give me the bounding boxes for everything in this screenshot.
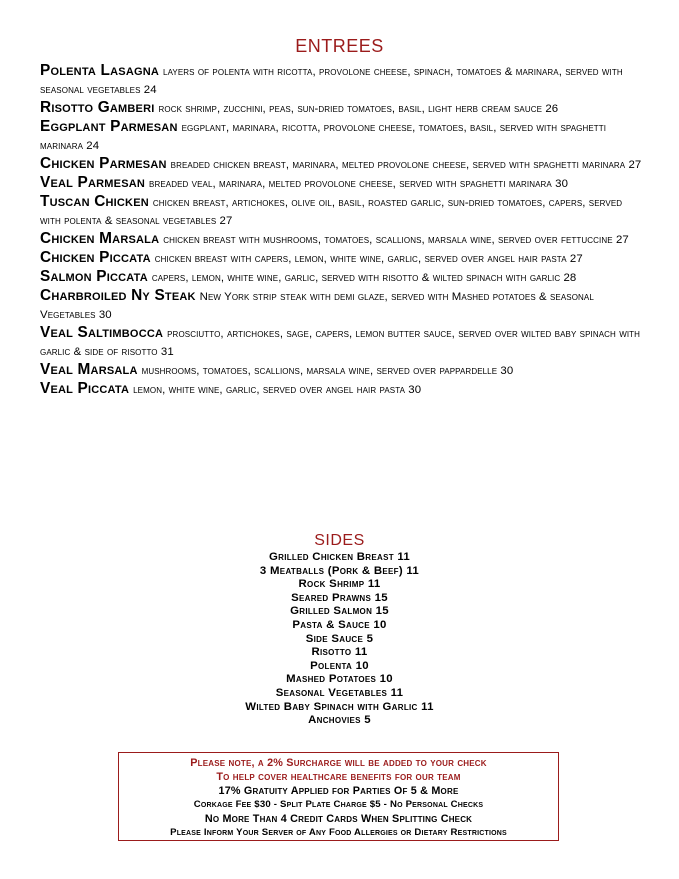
gratuity-notice: 17% Gratuity Applied for Parties Of 5 & More [218,785,459,797]
entree-name: Chicken Marsala [40,230,160,247]
entree-item [40,99,645,118]
entree-item [40,380,645,399]
entree-name: Chicken Parmesan [40,155,167,172]
sides-heading: SIDES [314,532,365,549]
side-item: Seasonal Vegetables 11 [275,686,404,699]
credit-card-notice: No More Than 4 Credit Cards When Splitting Check [204,813,473,825]
entree-description: capers, lemon, white wine, garlic, served with risotto & wilted spinach with garlic 28 [151,272,577,284]
entree-item [40,193,645,230]
side-item: Grilled Chicken Breast 11 [268,551,410,563]
entree-name: Eggplant Parmesan [40,118,178,135]
side-item: Polenta 10 [310,659,369,672]
entree-name: Tuscan Chicken [40,193,149,210]
entree-name: Polenta Lasagna [40,62,160,79]
side-item: Seared Prawns 15 [291,591,388,604]
entree-description: eggplant, marinara, ricotta, provolone cheese, tomatoes, basil, served with spaghetti marinara 24 [40,122,607,152]
entree-item [40,324,645,361]
entree-name: Salmon Piccata [40,268,148,285]
entree-name: Chicken Piccata [40,249,151,266]
entree-item [40,249,645,268]
side-item: Risotto 11 [311,646,368,659]
entree-name: Veal Piccata [40,380,130,397]
fees-notice: Corkage Fee $30 - Split Plate Charge $5 - No Personal Checks [193,799,484,810]
entree-item [40,230,645,249]
entree-name: Charbroiled Ny Steak [40,287,196,304]
side-item: Pasta & Sauce 10 [292,618,387,631]
entree-description: rock shrimp, zucchini, peas, sun-dried tomatoes, basil, light herb cream sauce 26 [158,103,559,115]
entree-description: chicken breast with mushrooms, tomatoes, scallions, marsala wine, served over fettuccine 27 [163,234,629,246]
entree-description: chicken breast with capers, lemon, white wine, garlic, served over angel hair pasta 27 [154,253,583,265]
entree-item [40,287,645,324]
entree-description: lemon, white wine, garlic, served over angel hair pasta 30 [133,384,422,396]
entree-name: Veal Marsala [40,361,138,378]
entree-item [40,118,645,155]
side-item: Mashed Potatoes 10 [286,673,393,686]
surcharge-notice: Please note, a 2% Surcharge will be added to your check [190,757,487,769]
side-item: 3 Meatballs (Pork & Beef) 11 [259,564,420,577]
entrees-list [40,62,645,399]
allergy-notice: Please Inform Your Server of Any Food Allergies or Dietary Restrictions [170,827,507,838]
policy-notice-box [118,752,559,841]
entree-description: breaded chicken breast, marinara, melted provolone cheese, served with spaghetti marinara 27 [170,159,642,171]
side-item: Rock Shrimp 11 [298,578,381,591]
side-item: Anchovies 5 [308,714,371,727]
sides-list [0,551,679,728]
side-item: Grilled Salmon 15 [290,605,389,618]
entree-description: layers of polenta with ricotta, provolone cheese, spinach, tomatoes & marinara, served with seasonal vegetables 24 [40,66,623,96]
entree-item [40,268,645,287]
entree-item [40,361,645,380]
entree-description: breaded veal, marinara, melted provolone cheese, served with spaghetti marinara 30 [149,178,568,190]
entree-description: chicken breast, artichokes, olive oil, basil, roasted garlic, sun-dried tomatoes, capers, served with polenta & seasonal vegetables 27 [40,197,623,227]
healthcare-notice: To help cover healthcare benefits for our team [216,771,461,783]
entree-item [40,62,645,99]
side-item: Side Sauce 5 [305,632,374,645]
entree-name: Veal Saltimbocca [40,324,164,341]
entree-description: mushrooms, tomatoes, scallions, marsala wine, served over pappardelle 30 [141,365,514,377]
entree-description: New York strip steak with demi glaze, served with Mashed potatoes & seasonal Vegetables 30 [40,291,594,321]
entree-item [40,174,645,193]
entree-description: prosciutto, artichokes, sage, capers, lemon butter sauce, served over wilted baby spinach with garlic & side of risotto 31 [40,328,641,358]
entree-name: Risotto Gamberi [40,99,155,116]
entree-item [40,155,645,174]
side-item: Wilted Baby Spinach with Garlic 11 [245,700,434,713]
entrees-heading: ENTREES [295,36,384,56]
entree-name: Veal Parmesan [40,174,146,191]
